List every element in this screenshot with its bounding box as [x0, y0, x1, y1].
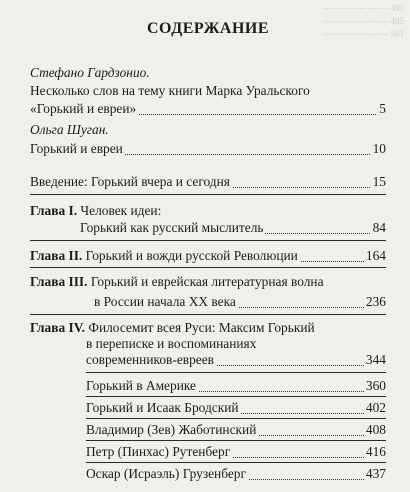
divider — [86, 418, 386, 419]
page-number: 416 — [365, 444, 386, 459]
toc-entry-chapter-1[interactable] — [80, 219, 386, 237]
page-number: 164 — [365, 248, 386, 263]
chapter-label: Глава II. — [30, 248, 83, 263]
page-number: 360 — [365, 378, 386, 393]
toc-subentry-rutenberg[interactable] — [86, 443, 386, 461]
page-number: 236 — [365, 294, 386, 309]
entry-title: Владимир (Зев) Жаботинский — [86, 422, 257, 437]
entry-author-gardzonio: Стефано Гардзонио. — [30, 65, 150, 80]
chapter-label: Глава IV. — [30, 320, 85, 335]
entry-title: Оскар (Исраэль) Грузенберг — [86, 466, 246, 481]
chapter-3-heading — [30, 273, 386, 291]
chapter-label: Глава III. — [30, 274, 88, 289]
divider — [86, 396, 386, 397]
page-number: 344 — [365, 352, 386, 367]
toc-subentry-brodsky[interactable] — [86, 399, 386, 417]
toc-entry-chapter-4[interactable] — [86, 351, 386, 369]
page-number: 437 — [365, 466, 386, 481]
entry-title: Введение: Горький вчера и сегодня — [30, 174, 230, 189]
entry-title: Горький в Америке — [86, 378, 196, 393]
entry-title: Горький и Исаак Бродский — [86, 400, 239, 415]
toc-entry-intro[interactable] — [30, 173, 386, 191]
entry-title: Горький как русский мыслитель — [80, 220, 264, 235]
toc-subentry-america[interactable] — [86, 377, 386, 395]
divider — [30, 267, 386, 268]
toc-entry-chapter-2[interactable] — [30, 247, 386, 265]
entry-title: Петр (Пинхас) Рутенберг — [86, 444, 231, 459]
toc-entry-shugan[interactable] — [30, 140, 386, 158]
page-number: 402 — [365, 400, 386, 415]
bleed-line: — — — — — — 495 — [323, 16, 404, 26]
divider — [30, 240, 386, 241]
divider — [86, 440, 386, 441]
chapter-title-line: Человек идеи: — [80, 203, 162, 218]
page-number: 15 — [372, 174, 386, 189]
chapter-1-heading — [30, 202, 386, 220]
page-title: СОДЕРЖАНИЕ — [146, 20, 270, 37]
bleed-line: — — — — — — 501 — [323, 29, 404, 39]
chapter-label: Глава I. — [30, 203, 78, 218]
entry-author-shugan: Ольга Шуган. — [30, 122, 109, 137]
toc-subentry-gruzenberg[interactable] — [86, 465, 386, 483]
page-number: 84 — [372, 220, 386, 235]
entry-title: современников-евреев — [86, 352, 214, 367]
toc-entry-chapter-3[interactable] — [94, 293, 386, 311]
page-number: 5 — [379, 101, 386, 116]
chapter-title-line: Филосемит всея Руси: Максим Горький — [88, 320, 315, 335]
chapter-title-line: в переписке и воспоминаниях — [86, 336, 257, 351]
toc-entry-gardzonio[interactable] — [30, 100, 386, 118]
chapter-title-line: Горький и еврейская литературная волна — [90, 274, 324, 289]
page-number: 408 — [365, 422, 386, 437]
bleed-line: — — — — — — 490 — [323, 3, 404, 13]
entry-title-line: Несколько слов на тему книги Марка Уральского — [30, 83, 310, 98]
entry-title: в России начала XX века — [94, 294, 236, 309]
divider — [86, 372, 386, 373]
entry-title: «Горький и евреи» — [30, 101, 137, 116]
chapter-heading — [30, 248, 300, 263]
page-number: 10 — [372, 141, 386, 156]
divider — [86, 462, 386, 463]
entry-title: Горький и вожди русской Революции — [85, 248, 298, 263]
entry-title: Горький и евреи — [30, 141, 123, 156]
divider — [30, 314, 386, 315]
divider — [30, 194, 386, 195]
toc-subentry-jabotinsky[interactable] — [86, 421, 386, 439]
